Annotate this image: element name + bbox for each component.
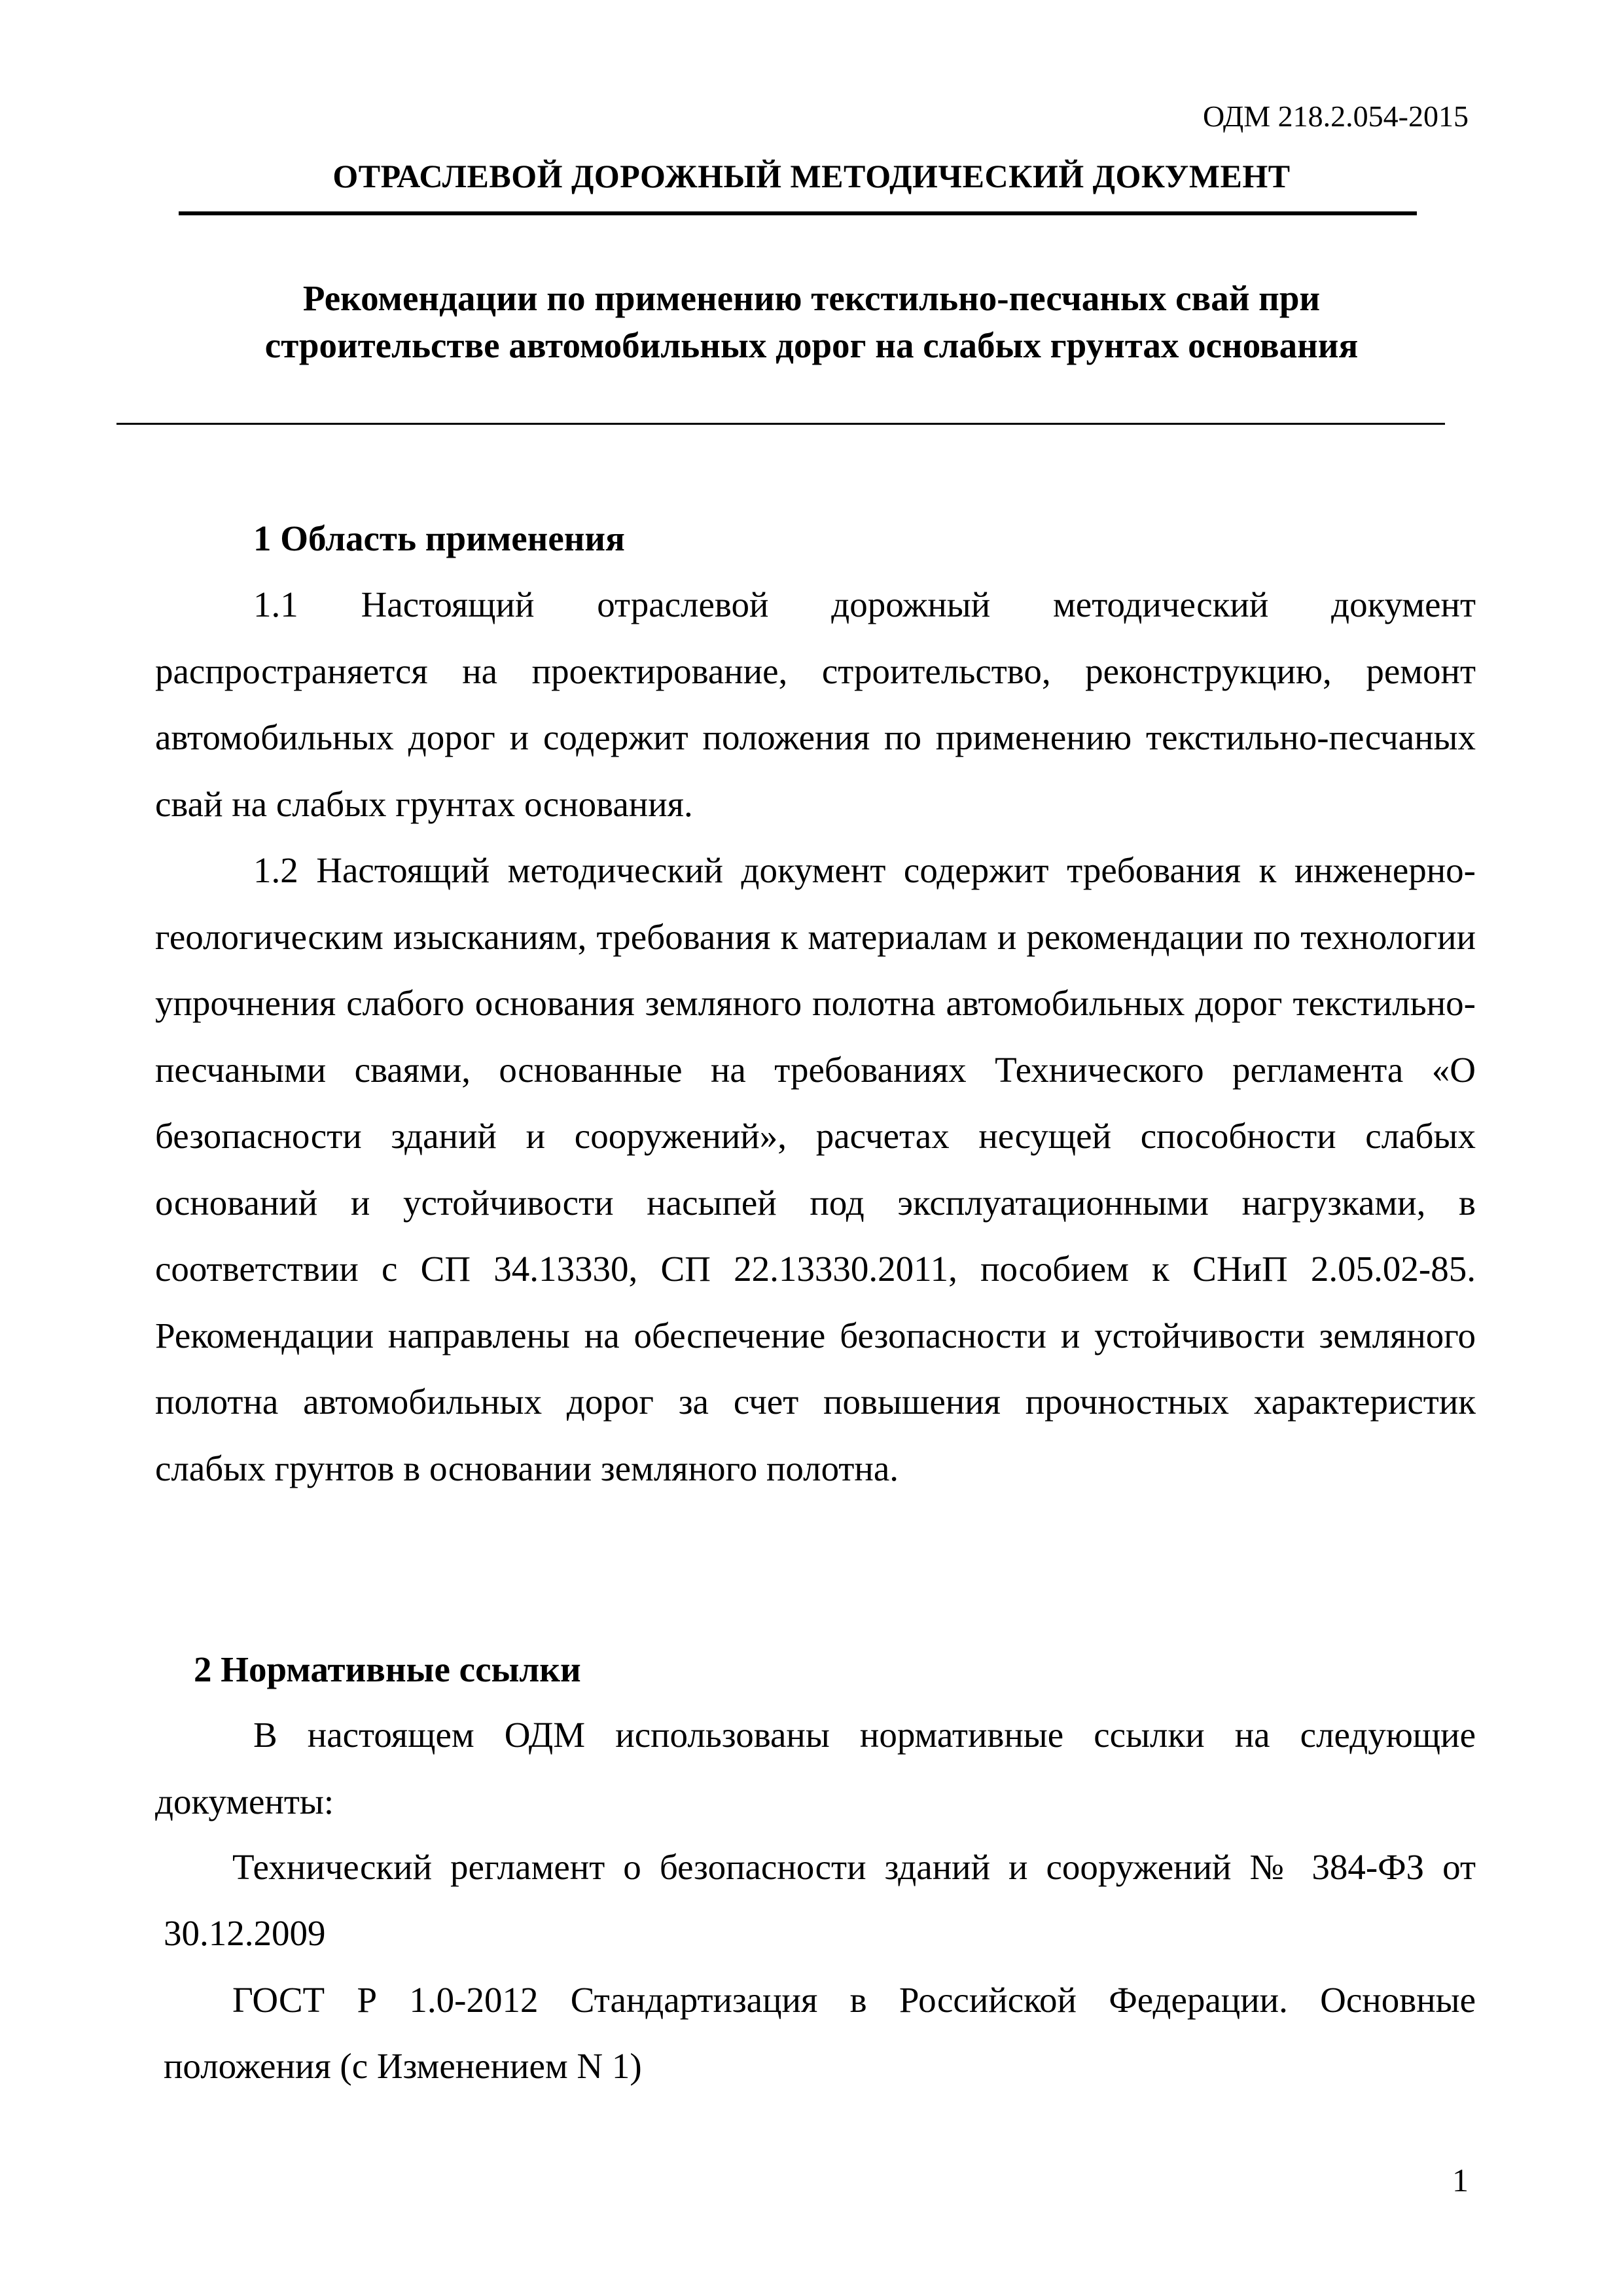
paragraph-1-1: 1.1 Настоящий отраслевой дорожный методический документ распространяется на проектирование, строительство, реконструкцию, ремонт автомобильных дорог и содержит положения по применению текстильно-песчаных свай на слабых грунтах основания. [155,584,1476,824]
title-divider [116,423,1445,425]
document-title [0,275,1623,369]
header-divider [179,211,1417,215]
section-2-intro-paragraph: В настоящем ОДМ использованы нормативные ссылки на следующие документы: [155,1715,1476,1821]
paragraph-1-2: 1.2 Настоящий методический документ содержит требования к инженерно-геологическим изысканиям, требования к материалам и рекомендации по технологии упрочнения слабого основания земляного полотна автомобильных дорог текстильно-песчаными сваями, основанные на требованиях Технического регламента «О безопасности зданий и сооружений», расчетах несущей способности слабых оснований и устойчивости насыпей под эксплуатационными нагрузками, в соответствии с СП 34.13330, СП 22.13330.2011, пособием к СНиП 2.05.02-85. Рекомендации направлены на обеспечение безопасности и устойчивости земляного полотна автомобильных дорог за счет повышения прочностных характеристик слабых грунтов в основании земляного полотна. [155,850,1476,1488]
document-title-line-1: Рекомендации по применению текстильно-песчаных свай при [302,278,1321,318]
page-number: 1 [1452,2162,1469,2198]
section-1-body [155,571,1476,1501]
section-1-heading: 1 Область применения [253,518,625,558]
section-2-intro [155,1702,1476,1835]
document-code: ОДМ 218.2.054-2015 [1202,99,1469,133]
document-title-line-2: строительстве автомобильных дорог на слабых грунтах основания [264,325,1359,365]
reference-item: Технический регламент о безопасности зданий и сооружений № 384-ФЗ от 30.12.2009 [164,1847,1476,1953]
document-type-heading: ОТРАСЛЕВОЙ ДОРОЖНЫЙ МЕТОДИЧЕСКИЙ ДОКУМЕНТ [332,158,1291,194]
section-2-heading: 2 Нормативные ссылки [194,1649,581,1689]
reference-item: ГОСТ Р 1.0-2012 Стандартизация в Российской Федерации. Основные положения (с Изменением N 1) [164,1980,1476,2086]
